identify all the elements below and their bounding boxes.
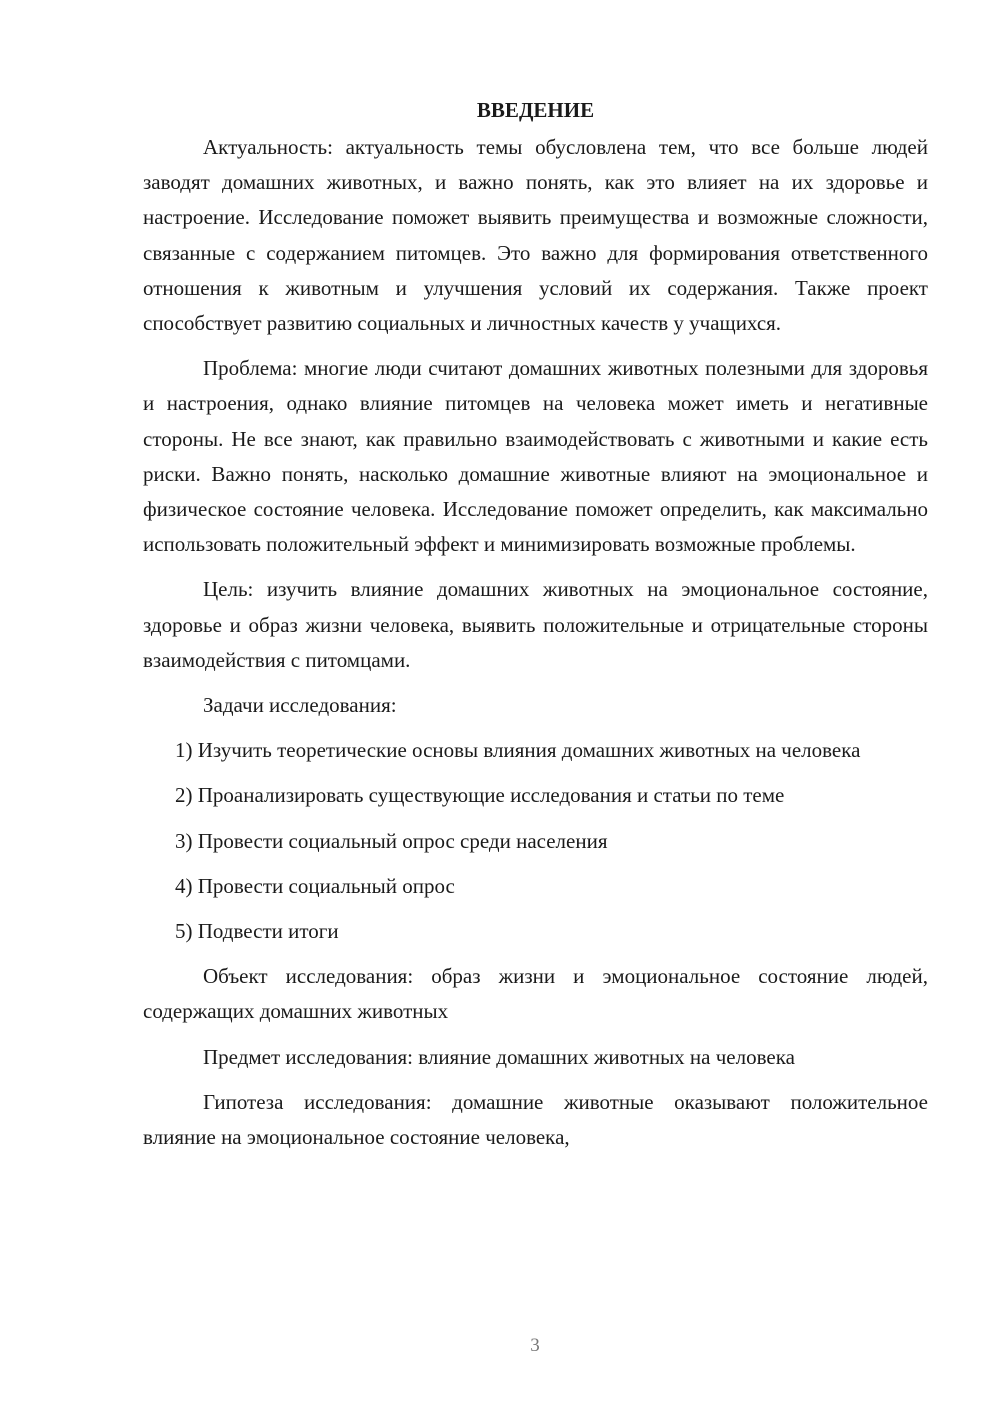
relevance-paragraph: Актуальность: актуальность темы обусловлена тем, что все больше людей заводят домашних животных, и важно понять, как это влияет на их здоровье и настроение. Исследование поможет выявить преимущества и возможные сложности, связанные с содержанием питомцев. Это важно для формирования ответственного отношения к животным и улучшения условий их содержания. Также проект способствует развитию социальных и личностных качеств у учащихся. — [143, 135, 928, 336]
page-number: 3 — [530, 1335, 540, 1356]
task-item: 3) Провести социальный опрос среди населения — [175, 828, 608, 853]
object-paragraph: Объект исследования: образ жизни и эмоциональное состояние людей, содержащих домашних животных — [143, 964, 928, 1024]
section-heading: ВВЕДЕНИЕ — [476, 98, 595, 122]
task-item: 2) Проанализировать существующие исследования и статьи по теме — [175, 783, 785, 808]
document-page — [143, 92, 928, 1165]
subject-paragraph: Предмет исследования: влияние домашних животных на человека — [203, 1044, 795, 1069]
task-item: 1) Изучить теоретические основы влияния домашних животных на человека — [175, 738, 861, 763]
goal-paragraph: Цель: изучить влияние домашних животных на эмоциональное состояние, здоровье и образ жизни человека, выявить положительные и отрицательные стороны взаимодействия с питомцами. — [143, 577, 928, 672]
tasks-heading: Задачи исследования: — [203, 693, 397, 718]
problem-paragraph: Проблема: многие люди считают домашних животных полезными для здоровья и настроения, однако влияние питомцев на человека может иметь и негативные стороны. Не все знают, как правильно взаимодействовать с животными и какие есть риски. Важно понять, насколько домашние животные влияют на эмоциональное и физическое состояние человека. Исследование поможет определить, как максимально использовать положительный эффект и минимизировать возможные проблемы. — [143, 356, 928, 557]
hypothesis-paragraph: Гипотеза исследования: домашние животные оказывают положительное влияние на эмоциональное состояние человека, — [143, 1089, 928, 1150]
task-item: 5) Подвести итоги — [175, 919, 339, 944]
task-item: 4) Провести социальный опрос — [175, 873, 455, 898]
